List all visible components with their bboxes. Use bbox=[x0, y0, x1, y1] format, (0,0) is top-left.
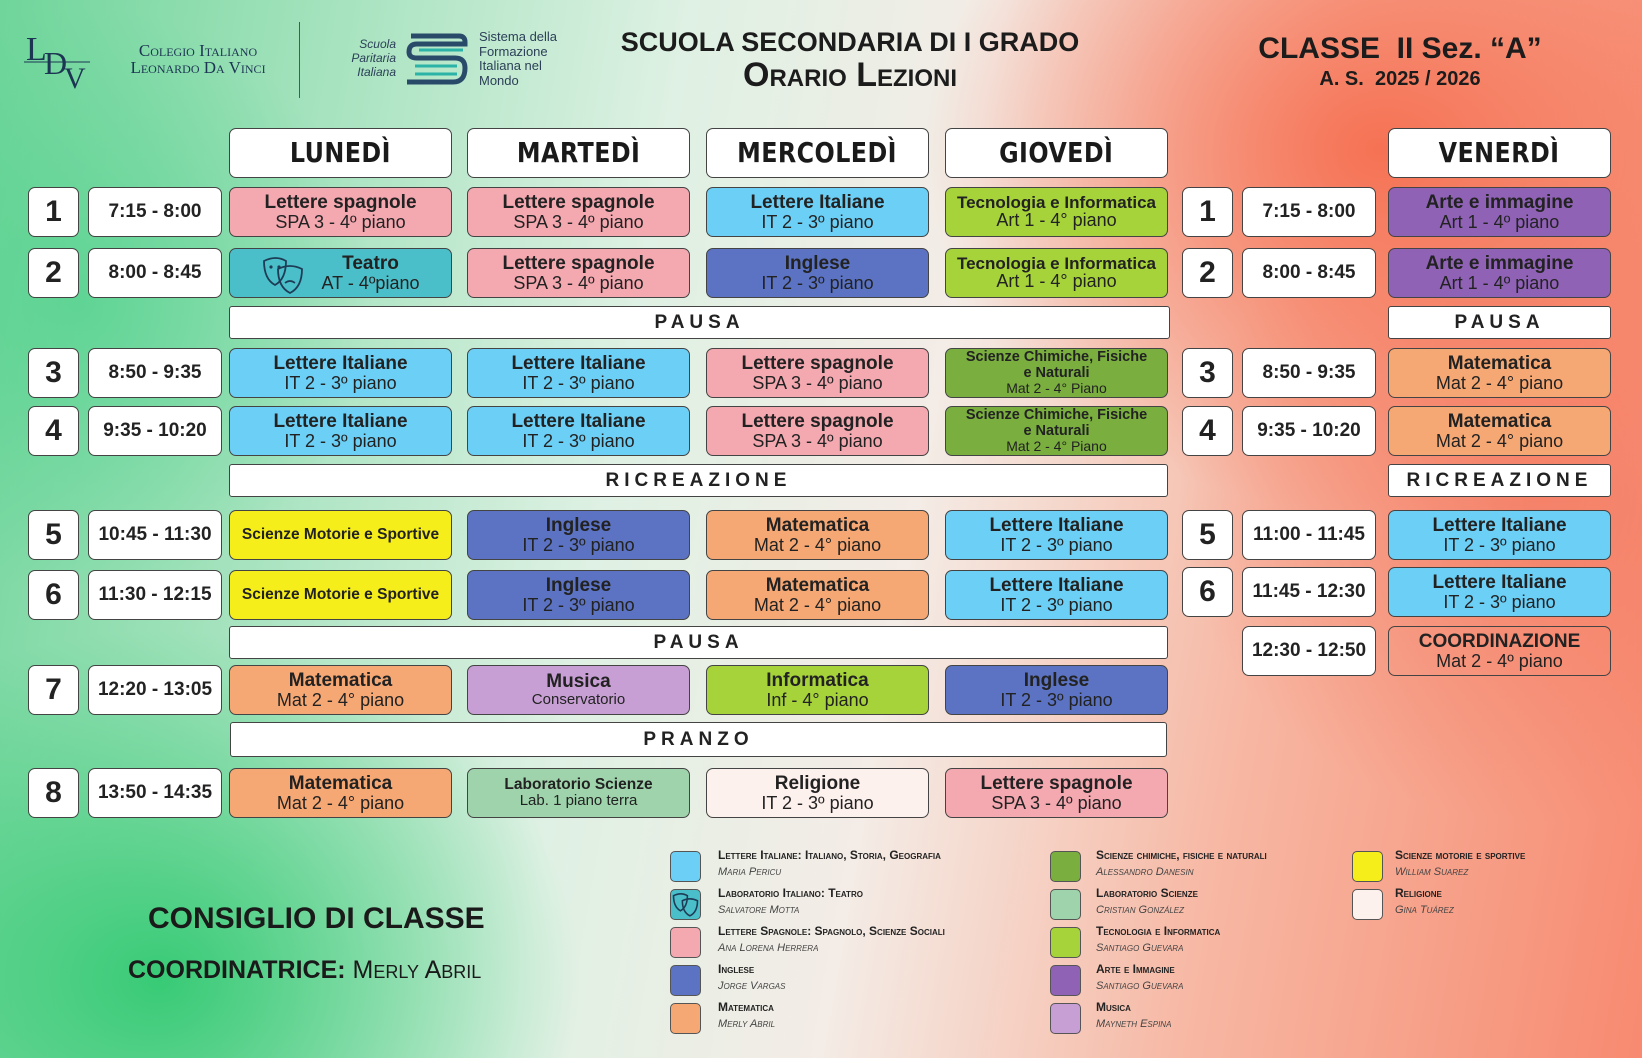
lesson-cell[interactable] bbox=[706, 406, 929, 456]
lesson-cell[interactable] bbox=[945, 665, 1168, 715]
right-period-time: 12:30 - 12:50 bbox=[1242, 626, 1376, 676]
legend-teacher: Ana Lorena Herrera bbox=[718, 942, 819, 954]
lesson-subject: Matematica bbox=[765, 574, 870, 596]
lesson-cell[interactable] bbox=[945, 187, 1168, 237]
lesson-cell[interactable] bbox=[229, 665, 452, 715]
pranzo-bar: PRANZO bbox=[230, 722, 1167, 757]
paritaria-line3: Italiana bbox=[357, 65, 396, 79]
lesson-cell[interactable] bbox=[1388, 406, 1611, 456]
legend-subject: Tecnologia e Informatica bbox=[1096, 924, 1221, 938]
lesson-cell[interactable] bbox=[467, 510, 690, 560]
left-period-number: 4 bbox=[28, 406, 79, 456]
lesson-subject: Teatro bbox=[342, 252, 399, 274]
lesson-cell[interactable] bbox=[229, 510, 452, 560]
lesson-cell[interactable] bbox=[467, 248, 690, 298]
lesson-subject: Arte e immagine bbox=[1425, 191, 1574, 213]
lesson-cell[interactable] bbox=[706, 570, 929, 620]
right-period-time: 9:35 - 10:20 bbox=[1242, 406, 1376, 456]
school-logo bbox=[24, 28, 96, 90]
lesson-cell[interactable] bbox=[1388, 348, 1611, 398]
lesson-subject: Matematica bbox=[1447, 410, 1552, 432]
right-period-number: 3 bbox=[1182, 348, 1233, 398]
lesson-subject: Lettere spagnole bbox=[264, 191, 417, 213]
lesson-cell[interactable] bbox=[706, 187, 929, 237]
lesson-room: IT 2 - 3º piano bbox=[1443, 534, 1556, 555]
lesson-room: Mat 2 - 4° piano bbox=[1435, 430, 1564, 451]
lesson-subject: Lettere spagnole bbox=[502, 252, 655, 274]
lesson-room: Mat 2 - 4° Piano bbox=[1006, 437, 1107, 454]
lesson-cell[interactable] bbox=[1388, 187, 1611, 237]
lesson-subject: COORDINAZIONE bbox=[1418, 630, 1581, 652]
legend-teacher: Santiago Guevara bbox=[1096, 980, 1184, 992]
pausa-bar-2: PAUSA bbox=[229, 626, 1168, 659]
school-name-line2: Leonardo Da Vinci bbox=[130, 58, 266, 77]
consiglio-title: CONSIGLIO DI CLASSE bbox=[148, 902, 485, 935]
right-period-time: 11:45 - 12:30 bbox=[1242, 567, 1376, 617]
lesson-cell[interactable] bbox=[1388, 248, 1611, 298]
day-header-venerdi bbox=[1388, 128, 1611, 178]
school-level-title: SCUOLA SECONDARIA DI I GRADO bbox=[620, 27, 1080, 57]
lesson-subject: Lettere spagnole bbox=[502, 191, 655, 213]
lesson-subject: Matematica bbox=[765, 514, 870, 536]
legend-teacher: Alessandro Danesin bbox=[1096, 866, 1194, 878]
right-period-time: 11:00 - 11:45 bbox=[1242, 510, 1376, 560]
lesson-room: Mat 2 - 4° piano bbox=[753, 534, 882, 555]
lesson-subject: Lettere Italiane bbox=[989, 514, 1124, 536]
school-year: A. S. 2025 / 2026 bbox=[1319, 68, 1481, 90]
day-label: MERCOLEDÌ bbox=[737, 136, 898, 170]
lesson-cell[interactable] bbox=[1388, 567, 1611, 617]
lesson-room: Mat 2 - 4° piano bbox=[753, 594, 882, 615]
right-period-time: 8:50 - 9:35 bbox=[1242, 348, 1376, 398]
legend-subject: Matematica bbox=[718, 1000, 774, 1014]
left-period-time: 10:45 - 11:30 bbox=[88, 510, 222, 560]
left-period-time: 7:15 - 8:00 bbox=[88, 187, 222, 237]
left-period-number: 3 bbox=[28, 348, 79, 398]
lesson-room: Art 1 - 4° piano bbox=[996, 271, 1117, 292]
coordinatrice-label: COORDINATRICE: bbox=[128, 956, 346, 984]
legend-swatch bbox=[1050, 851, 1081, 882]
theater-masks-icon bbox=[671, 890, 700, 919]
left-period-number: 7 bbox=[28, 665, 79, 715]
lesson-cell[interactable] bbox=[945, 768, 1168, 818]
lesson-room: SPA 3 - 4º piano bbox=[513, 211, 644, 232]
lesson-cell[interactable] bbox=[945, 510, 1168, 560]
lesson-room: SPA 3 - 4º piano bbox=[991, 792, 1122, 813]
lesson-subject: Scienze Chimiche, Fisiche e Naturali bbox=[965, 407, 1148, 439]
lesson-room: Conservatorio bbox=[531, 691, 626, 709]
legend-teacher: Jorge Vargas bbox=[718, 980, 786, 992]
legend-swatch bbox=[670, 965, 701, 996]
lesson-room: Art 1 - 4º piano bbox=[1439, 272, 1560, 293]
lesson-room: Art 1 - 4° piano bbox=[996, 210, 1117, 231]
lesson-cell[interactable] bbox=[945, 348, 1168, 398]
lesson-subject: Lettere Italiane bbox=[511, 410, 646, 432]
lesson-room: Inf - 4° piano bbox=[766, 689, 869, 710]
lesson-room: Mat 2 - 4° Piano bbox=[1006, 379, 1107, 396]
day-header-giovedi bbox=[945, 128, 1168, 178]
lesson-room: AT - 4ºpiano bbox=[321, 272, 420, 293]
lesson-subject: Inglese bbox=[545, 574, 612, 596]
lesson-room: SPA 3 - 4º piano bbox=[513, 272, 644, 293]
lesson-subject: Lettere Italiane bbox=[273, 352, 408, 374]
lesson-cell[interactable] bbox=[706, 248, 929, 298]
lesson-cell[interactable] bbox=[706, 665, 929, 715]
left-period-time: 13:50 - 14:35 bbox=[88, 768, 222, 818]
right-period-number: 5 bbox=[1182, 510, 1233, 560]
lesson-room: IT 2 - 3º piano bbox=[522, 372, 635, 393]
lesson-room: Mat 2 - 4° piano bbox=[1435, 372, 1564, 393]
lesson-cell[interactable] bbox=[467, 570, 690, 620]
legend-swatch bbox=[670, 889, 701, 920]
legend-teacher: Santiago Guevara bbox=[1096, 942, 1184, 954]
lesson-room: IT 2 - 3º piano bbox=[1000, 594, 1113, 615]
svg-text:V: V bbox=[64, 62, 86, 90]
lesson-room: Lab. 1 piano terra bbox=[519, 792, 638, 810]
day-header-mercoledi bbox=[706, 128, 929, 178]
lesson-room: IT 2 - 3º piano bbox=[1443, 591, 1556, 612]
paritaria-line2: Paritaria bbox=[351, 51, 396, 65]
legend-swatch bbox=[1352, 889, 1383, 920]
lesson-subject: Scienze Motorie e Sportive bbox=[241, 525, 440, 543]
right-period-time: 8:00 - 8:45 bbox=[1242, 248, 1376, 298]
svg-text:D: D bbox=[44, 45, 68, 81]
lesson-subject: Religione bbox=[774, 772, 861, 794]
left-period-number: 2 bbox=[28, 248, 79, 298]
legend-swatch bbox=[1050, 965, 1081, 996]
class-title: CLASSE II Sez. “A” bbox=[1258, 32, 1542, 65]
school-name bbox=[108, 42, 288, 76]
ricreazione-bar: RICREAZIONE bbox=[229, 464, 1168, 497]
lesson-subject: Inglese bbox=[784, 252, 851, 274]
legend-teacher: Salvatore Motta bbox=[718, 904, 800, 916]
lesson-cell[interactable] bbox=[467, 665, 690, 715]
lesson-cell[interactable] bbox=[467, 406, 690, 456]
day-header-lunedi bbox=[229, 128, 452, 178]
school-name-line1: Colegio Italiano bbox=[138, 41, 258, 60]
legend-teacher: Mayneth Espina bbox=[1096, 1018, 1172, 1030]
lesson-room: IT 2 - 3º piano bbox=[284, 430, 397, 451]
lesson-cell[interactable] bbox=[229, 570, 452, 620]
lesson-subject: Inglese bbox=[545, 514, 612, 536]
lesson-subject: Informatica bbox=[766, 669, 869, 691]
lesson-subject: Lettere Italiane bbox=[1432, 514, 1567, 536]
lesson-room: SPA 3 - 4º piano bbox=[752, 372, 883, 393]
paritaria-line1: Scuola bbox=[359, 37, 396, 51]
right-period-number: 2 bbox=[1182, 248, 1233, 298]
lesson-subject: Lettere spagnole bbox=[980, 772, 1133, 794]
lesson-room: Mat 2 - 4° piano bbox=[276, 792, 405, 813]
lesson-cell[interactable] bbox=[467, 768, 690, 818]
right-period-number: 1 bbox=[1182, 187, 1233, 237]
legend-teacher: William Suarez bbox=[1395, 866, 1469, 878]
lesson-subject: Scienze Motorie e Sportive bbox=[241, 585, 440, 603]
legend-swatch bbox=[1050, 927, 1081, 958]
lesson-cell[interactable] bbox=[467, 187, 690, 237]
lesson-subject: Lettere Italiane bbox=[273, 410, 408, 432]
lesson-subject: Musica bbox=[546, 671, 611, 693]
legend-swatch bbox=[1352, 851, 1383, 882]
lesson-room: Mat 2 - 4º piano bbox=[1436, 650, 1563, 671]
lesson-cell[interactable] bbox=[229, 248, 452, 298]
lesson-subject: Lettere Italiane bbox=[989, 574, 1124, 596]
left-period-time: 8:50 - 9:35 bbox=[88, 348, 222, 398]
legend-swatch bbox=[670, 851, 701, 882]
day-header-martedi bbox=[467, 128, 690, 178]
lesson-subject: Lettere Italiane bbox=[511, 352, 646, 374]
legend-swatch bbox=[670, 1003, 701, 1034]
lesson-cell[interactable] bbox=[706, 768, 929, 818]
lesson-subject: Matematica bbox=[1447, 352, 1552, 374]
legend-subject: Religione bbox=[1395, 886, 1442, 900]
legend-subject: Laboratorio Scienze bbox=[1096, 886, 1198, 900]
right-period-number: 6 bbox=[1182, 567, 1233, 617]
lesson-room: IT 2 - 3º piano bbox=[761, 272, 874, 293]
lesson-room: IT 2 - 3º piano bbox=[522, 430, 635, 451]
left-period-number: 6 bbox=[28, 570, 79, 620]
left-period-number: 5 bbox=[28, 510, 79, 560]
lesson-subject: Matematica bbox=[288, 772, 393, 794]
lesson-cell[interactable] bbox=[706, 348, 929, 398]
day-label: LUNEDÌ bbox=[290, 136, 391, 170]
paritaria-text bbox=[338, 37, 396, 79]
legend-teacher: Gina Tuárez bbox=[1395, 904, 1454, 916]
lesson-cell[interactable] bbox=[706, 510, 929, 560]
lesson-cell[interactable] bbox=[1388, 510, 1611, 560]
left-period-time: 8:00 - 8:45 bbox=[88, 248, 222, 298]
lesson-subject: Tecnologia e Informatica bbox=[956, 192, 1156, 212]
theater-masks-icon bbox=[260, 255, 306, 295]
legend-teacher: Merly Abril bbox=[718, 1018, 776, 1030]
lesson-subject: Matematica bbox=[288, 669, 393, 691]
legend-teacher: Cristian González bbox=[1096, 904, 1185, 916]
lesson-cell[interactable] bbox=[229, 348, 452, 398]
lesson-subject: Tecnologia e Informatica bbox=[956, 253, 1156, 273]
lesson-subject: Lettere spagnole bbox=[741, 352, 894, 374]
lesson-subject: Scienze Chimiche, Fisiche e Naturali bbox=[965, 349, 1148, 381]
lesson-room: SPA 3 - 4º piano bbox=[275, 211, 406, 232]
legend-subject: Scienze chimiche, fisiche e naturali bbox=[1096, 848, 1267, 862]
day-label: VENERDÌ bbox=[1439, 136, 1560, 170]
left-period-number: 1 bbox=[28, 187, 79, 237]
lesson-room: IT 2 - 3º piano bbox=[761, 792, 874, 813]
legend-swatch bbox=[1050, 1003, 1081, 1034]
lesson-cell[interactable] bbox=[945, 570, 1168, 620]
legend-swatch bbox=[1050, 889, 1081, 920]
coordinatrice-line bbox=[128, 956, 548, 985]
lesson-subject: Lettere spagnole bbox=[741, 410, 894, 432]
lesson-subject: Inglese bbox=[1023, 669, 1090, 691]
svg-text:L: L bbox=[26, 31, 47, 68]
right-period-time: 7:15 - 8:00 bbox=[1242, 187, 1376, 237]
coordinatrice-name: Merly Abril bbox=[352, 956, 482, 984]
ldv-logo-icon bbox=[24, 28, 96, 90]
lesson-subject: Lettere Italiane bbox=[1432, 571, 1567, 593]
schedule-title: Orario Lezioni bbox=[743, 56, 957, 94]
legend-subject: Scienze motorie e sportive bbox=[1395, 848, 1526, 862]
sistema-line4: Mondo bbox=[479, 72, 519, 88]
day-label: GIOVEDÌ bbox=[999, 136, 1114, 170]
lesson-room: Mat 2 - 4° piano bbox=[276, 689, 405, 710]
ricreazione-bar-friday: RICREAZIONE bbox=[1388, 464, 1611, 497]
pausa-bar-1: PAUSA bbox=[229, 306, 1170, 339]
legend-swatch bbox=[670, 927, 701, 958]
sistema-logo bbox=[401, 30, 471, 88]
day-label: MARTEDÌ bbox=[516, 136, 641, 170]
lesson-room: IT 2 - 3º piano bbox=[522, 534, 635, 555]
sistema-line1: Sistema della bbox=[479, 29, 558, 44]
lesson-room: SPA 3 - 4º piano bbox=[752, 430, 883, 451]
left-period-number: 8 bbox=[28, 768, 79, 818]
pausa-bar-friday-1: PAUSA bbox=[1388, 306, 1611, 339]
sistema-line3: Italiana nel bbox=[479, 58, 542, 73]
lesson-room: IT 2 - 3º piano bbox=[284, 372, 397, 393]
lesson-room: IT 2 - 3º piano bbox=[1000, 689, 1113, 710]
lesson-subject: Arte e immagine bbox=[1425, 252, 1574, 274]
lesson-room: IT 2 - 3º piano bbox=[761, 211, 874, 232]
lesson-cell[interactable] bbox=[229, 406, 452, 456]
legend-teacher: Maria Pericu bbox=[718, 866, 782, 878]
lesson-subject: Laboratorio Scienze bbox=[504, 775, 653, 793]
lesson-cell[interactable] bbox=[1388, 626, 1611, 676]
legend-subject: Lettere Italiane: Italiano, Storia, Geografia bbox=[718, 848, 941, 862]
legend-subject: Musica bbox=[1096, 1000, 1131, 1014]
lesson-subject: Lettere Italiane bbox=[750, 191, 885, 213]
lesson-room: IT 2 - 3º piano bbox=[522, 594, 635, 615]
legend-subject: Laboratorio Italiano: Teatro bbox=[718, 886, 863, 900]
lesson-cell[interactable] bbox=[229, 187, 452, 237]
legend-subject: Lettere Spagnole: Spagnolo, Scienze Sociali bbox=[718, 924, 945, 938]
left-period-time: 11:30 - 12:15 bbox=[88, 570, 222, 620]
sistema-line2: Formazione bbox=[479, 43, 548, 59]
lesson-cell[interactable] bbox=[467, 348, 690, 398]
books-icon bbox=[401, 30, 471, 88]
legend-subject: Arte e Immagine bbox=[1096, 962, 1175, 976]
left-period-time: 12:20 - 13:05 bbox=[88, 665, 222, 715]
legend-subject: Inglese bbox=[718, 962, 755, 976]
right-period-number: 4 bbox=[1182, 406, 1233, 456]
lesson-room: IT 2 - 3º piano bbox=[1000, 534, 1113, 555]
header-divider bbox=[299, 22, 300, 98]
lesson-room: Art 1 - 4º piano bbox=[1439, 211, 1560, 232]
left-period-time: 9:35 - 10:20 bbox=[88, 406, 222, 456]
lesson-cell[interactable] bbox=[945, 248, 1168, 298]
lesson-cell[interactable] bbox=[945, 406, 1168, 456]
lesson-cell[interactable] bbox=[229, 768, 452, 818]
